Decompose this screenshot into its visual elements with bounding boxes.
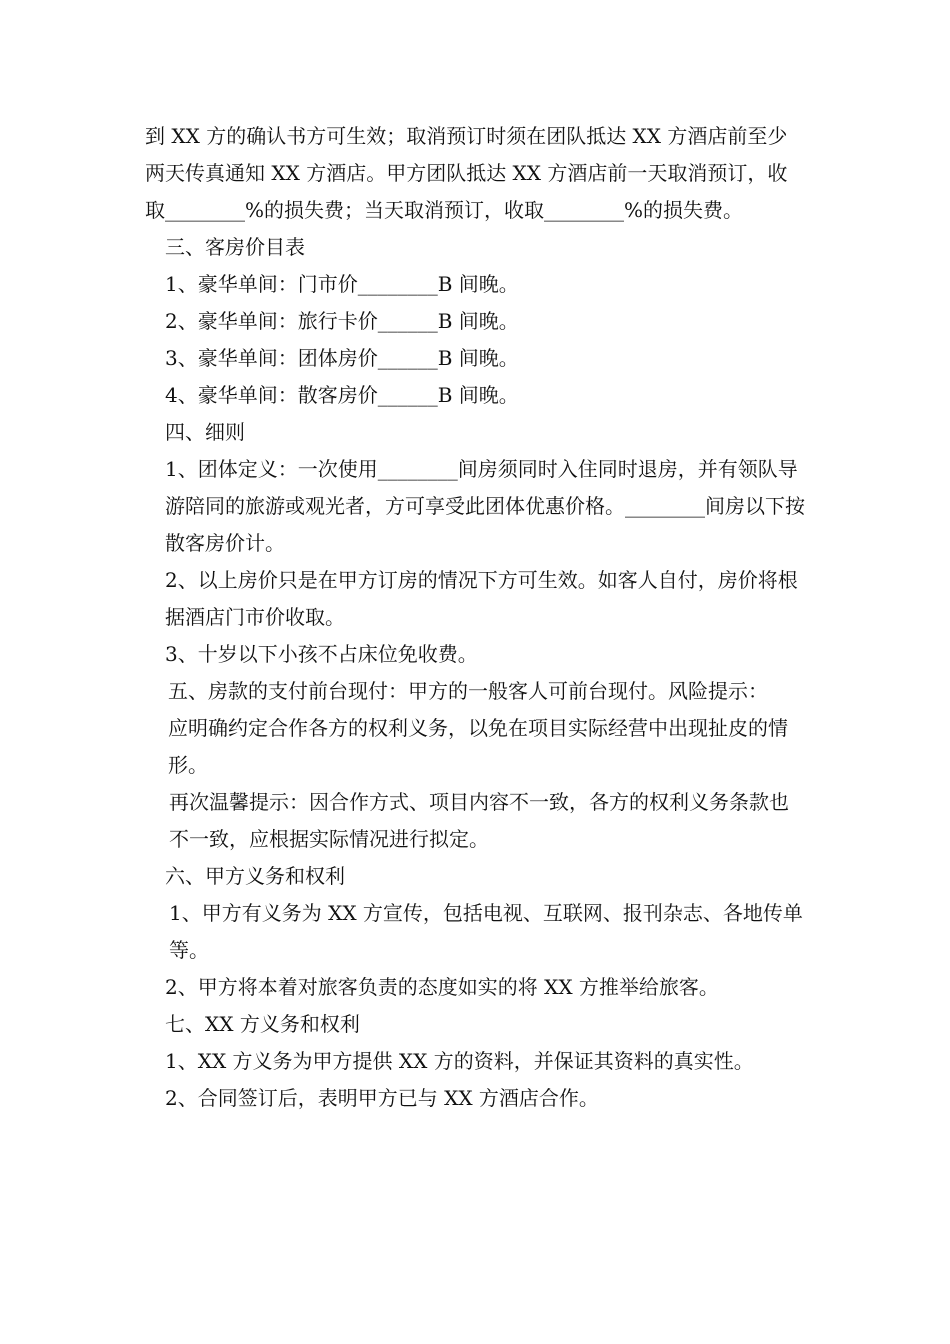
party-xx-obligation-2: 2、合同签订后，表明甲方已与 XX 方酒店合作。 — [165, 1086, 599, 1110]
rate-item-group-rate: 3、豪华单间：团体房价______B 间晚。 — [165, 346, 519, 370]
rate-item-individual-rate: 4、豪华单间：散客房价______B 间晚。 — [165, 383, 519, 407]
rate-item-rack-rate: 1、豪华单间：门市价________B 间晚。 — [165, 272, 519, 296]
detail-rate-validity: 2、以上房价只是在甲方订房的情况下方可生效。如客人自付，房价将根据酒店门市价收取。 — [165, 568, 798, 629]
heading-party-a-obligations: 六、甲方义务和权利 — [165, 864, 345, 888]
heading-payment: 五、房款的支付前台现付：甲方的一般客人可前台现付。风险提示： — [168, 679, 768, 703]
heading-room-rate-table: 三、客房价目表 — [165, 235, 305, 259]
party-xx-obligation-1: 1、XX 方义务为甲方提供 XX 方的资料，并保证其资料的真实性。 — [165, 1049, 754, 1073]
paragraph-cancellation-terms: 到 XX 方的确认书方可生效；取消预订时须在团队抵达 XX 方酒店前至少两天传真通知 XX 方酒店。甲方团队抵达 XX 方酒店前一天取消预订，收取________%的损失费；当天取消预订，收取________%的损失费。 — [145, 124, 788, 222]
detail-children-policy: 3、十岁以下小孩不占床位免收费。 — [165, 642, 478, 666]
detail-group-definition: 1、团体定义：一次使用________间房须同时入住同时退房，并有领队导游陪同的旅游或观光者，方可享受此团体优惠价格。________间房以下按散客房价计。 — [165, 457, 805, 555]
document-body — [145, 118, 807, 1117]
reminder-note: 再次温馨提示：因合作方式、项目内容不一致，各方的权利义务条款也不一致，应根据实际情况进行拟定。 — [169, 790, 789, 851]
party-a-obligation-1: 1、甲方有义务为 XX 方宣传，包括电视、互联网、报刊杂志、各地传单等。 — [169, 901, 803, 962]
heading-party-xx-obligations: 七、XX 方义务和权利 — [165, 1012, 360, 1036]
party-a-obligation-2: 2、甲方将本着对旅客负责的态度如实的将 XX 方推举给旅客。 — [165, 975, 719, 999]
risk-note: 应明确约定合作各方的权利义务，以免在项目实际经营中出现扯皮的情形。 — [168, 716, 788, 777]
rate-item-travel-card-rate: 2、豪华单间：旅行卡价______B 间晚。 — [165, 309, 519, 333]
heading-details: 四、细则 — [165, 420, 245, 444]
